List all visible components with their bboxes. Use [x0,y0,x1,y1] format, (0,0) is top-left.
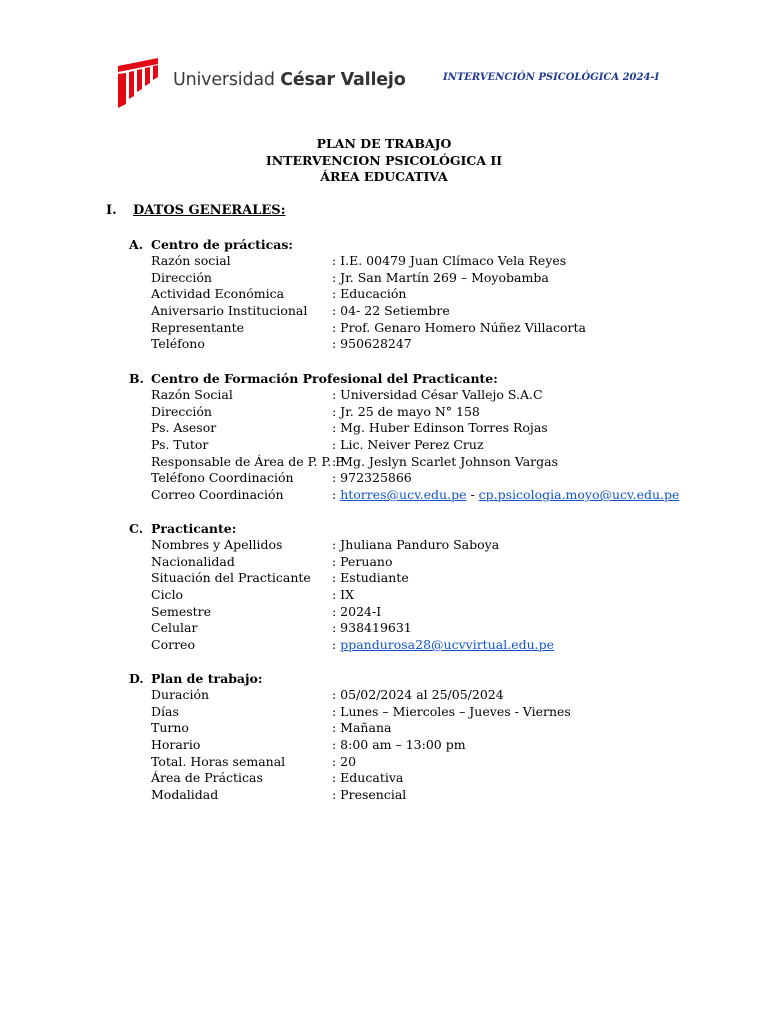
row-label: Aniversario Institucional [151,303,308,319]
row-label: Horario [151,737,201,753]
info-row [151,587,355,604]
subsection-title: B. Centro de Formación Profesional del Practicante: [129,371,498,386]
row-label: Semestre [151,603,212,619]
row-value: : Lunes – Miercoles – Jueves - Viernes [332,703,571,719]
row-label: Ciclo [151,587,184,603]
row-value: : 20 [332,753,357,769]
info-row [151,303,450,320]
info-row [151,336,412,353]
row-label: Teléfono [151,336,205,352]
row-label: Responsable de Área de P. P. P [151,453,344,469]
row-value: : Educación [332,286,407,302]
row-label: Dirección [151,403,212,419]
header-course-label: INTERVENCIÓN PSICOLÓGICA 2024-I [443,72,660,83]
row-label: Duración [151,687,210,702]
title-line-2: INTERVENCION PSICOLÓGICA II [265,152,503,168]
row-value: : IX [332,587,355,603]
row-value: : Estudiante [332,570,409,586]
row-label: Área de Prácticas [151,770,263,786]
row-value: : ppandurosa28@ucvvirtual.edu.pe [332,637,554,653]
email-link-htorres[interactable]: htorres@ucv.edu.pe [340,487,467,503]
row-label: Modalidad [151,787,219,803]
subsection-title: C. Practicante: [129,521,237,536]
row-label: Correo Coordinación [151,487,284,503]
info-row [151,637,554,654]
row-value: : Presencial [332,787,407,803]
info-row [151,253,567,270]
info-row [151,537,500,554]
row-value: : Jr. San Martín 269 – Moyobamba [332,269,549,285]
row-label: Razón Social [151,387,233,402]
info-row [151,603,382,621]
row-value: : htorres@ucv.edu.pe - cp.psicologia.moyo@ucv.edu.pe [332,487,680,503]
row-value: : 950628247 [332,336,412,352]
row-label: Actividad Económica [151,286,285,302]
row-value: : Prof. Genaro Homero Núñez Villacorta [332,319,586,335]
row-value: : Universidad César Vallejo S.A.C [332,387,543,402]
info-row [151,404,498,421]
section-title: DATOS GENERALES: [133,203,286,218]
row-value: : Lic. Neiver Perez Cruz [332,437,484,453]
row-value: : 938419631 [332,620,412,636]
subsection-title: D. Plan de trabajo: [129,671,263,686]
row-value: : Mg. Huber Edinson Torres Rojas [332,420,548,436]
row-value: : Educativa [332,770,404,786]
row-value: : 972325866 [332,470,412,486]
info-row [151,470,498,487]
info-row [151,286,407,303]
info-row [151,420,548,437]
row-label: Días [151,703,179,719]
document-titles [0,136,768,186]
row-label: Razón social [151,253,231,268]
section-heading [106,203,286,218]
info-row [151,770,404,787]
row-value: : 04- 22 Setiembre [332,303,450,319]
row-value: : 05/02/2024 al 25/05/2024 [332,687,504,702]
subsection-centro-formacion [129,370,680,504]
info-row [151,553,393,571]
university-logo-icon [116,56,160,108]
row-label: Nacionalidad [151,553,235,569]
row-value: : 2024-I [332,603,382,619]
subsection-title: A. Centro de prácticas: [129,237,294,252]
row-label: Ps. Tutor [151,437,209,453]
row-label: Teléfono Coordinación [151,470,294,486]
info-row [151,319,586,337]
row-value: : Mañana [332,720,392,736]
row-label: Nombres y Apellidos [151,537,283,552]
info-row [151,570,409,587]
info-row [151,737,466,754]
email-link-coordinacion[interactable]: cp.psicologia.moyo@ucv.edu.pe [478,487,680,503]
title-line-1: PLAN DE TRABAJO [316,136,452,151]
row-label: Total. Horas semanal [151,753,286,769]
info-row [151,487,680,504]
row-value: : Peruano [332,553,393,569]
info-row [151,453,559,471]
subsection-plan-trabajo [129,670,571,804]
info-row [151,269,549,287]
row-label: Celular [151,620,198,636]
row-value: : I.E. 00479 Juan Clímaco Vela Reyes [332,253,567,268]
row-label: Situación del Practicante [151,570,311,586]
row-label: Correo [151,637,195,653]
title-line-3: ÁREA EDUCATIVA [320,169,448,184]
info-row [151,703,571,721]
subsection-practicante [129,520,554,654]
row-label: Ps. Asesor [151,420,217,436]
info-row [151,753,357,771]
row-label: Representante [151,319,244,335]
info-row [151,437,498,454]
university-name: Universidad César Vallejo [173,70,406,90]
info-row [151,687,504,704]
row-value: : Jr. 25 de mayo N° 158 [332,403,480,419]
info-row [151,720,392,737]
page-header [0,0,768,120]
row-value: : Jhuliana Panduro Saboya [332,537,500,552]
info-row [151,387,543,404]
row-label: Turno [151,720,189,736]
email-link-practicante[interactable]: ppandurosa28@ucvvirtual.edu.pe [340,637,554,653]
subsection-centro-practicas [129,236,586,353]
row-value: : Mg. Jeslyn Scarlet Johnson Vargas [332,453,559,469]
row-value: : 8:00 am – 13:00 pm [332,737,466,753]
row-label: Dirección [151,269,212,285]
info-row [151,787,407,804]
info-row [151,620,412,637]
section-number: I. [106,203,117,218]
